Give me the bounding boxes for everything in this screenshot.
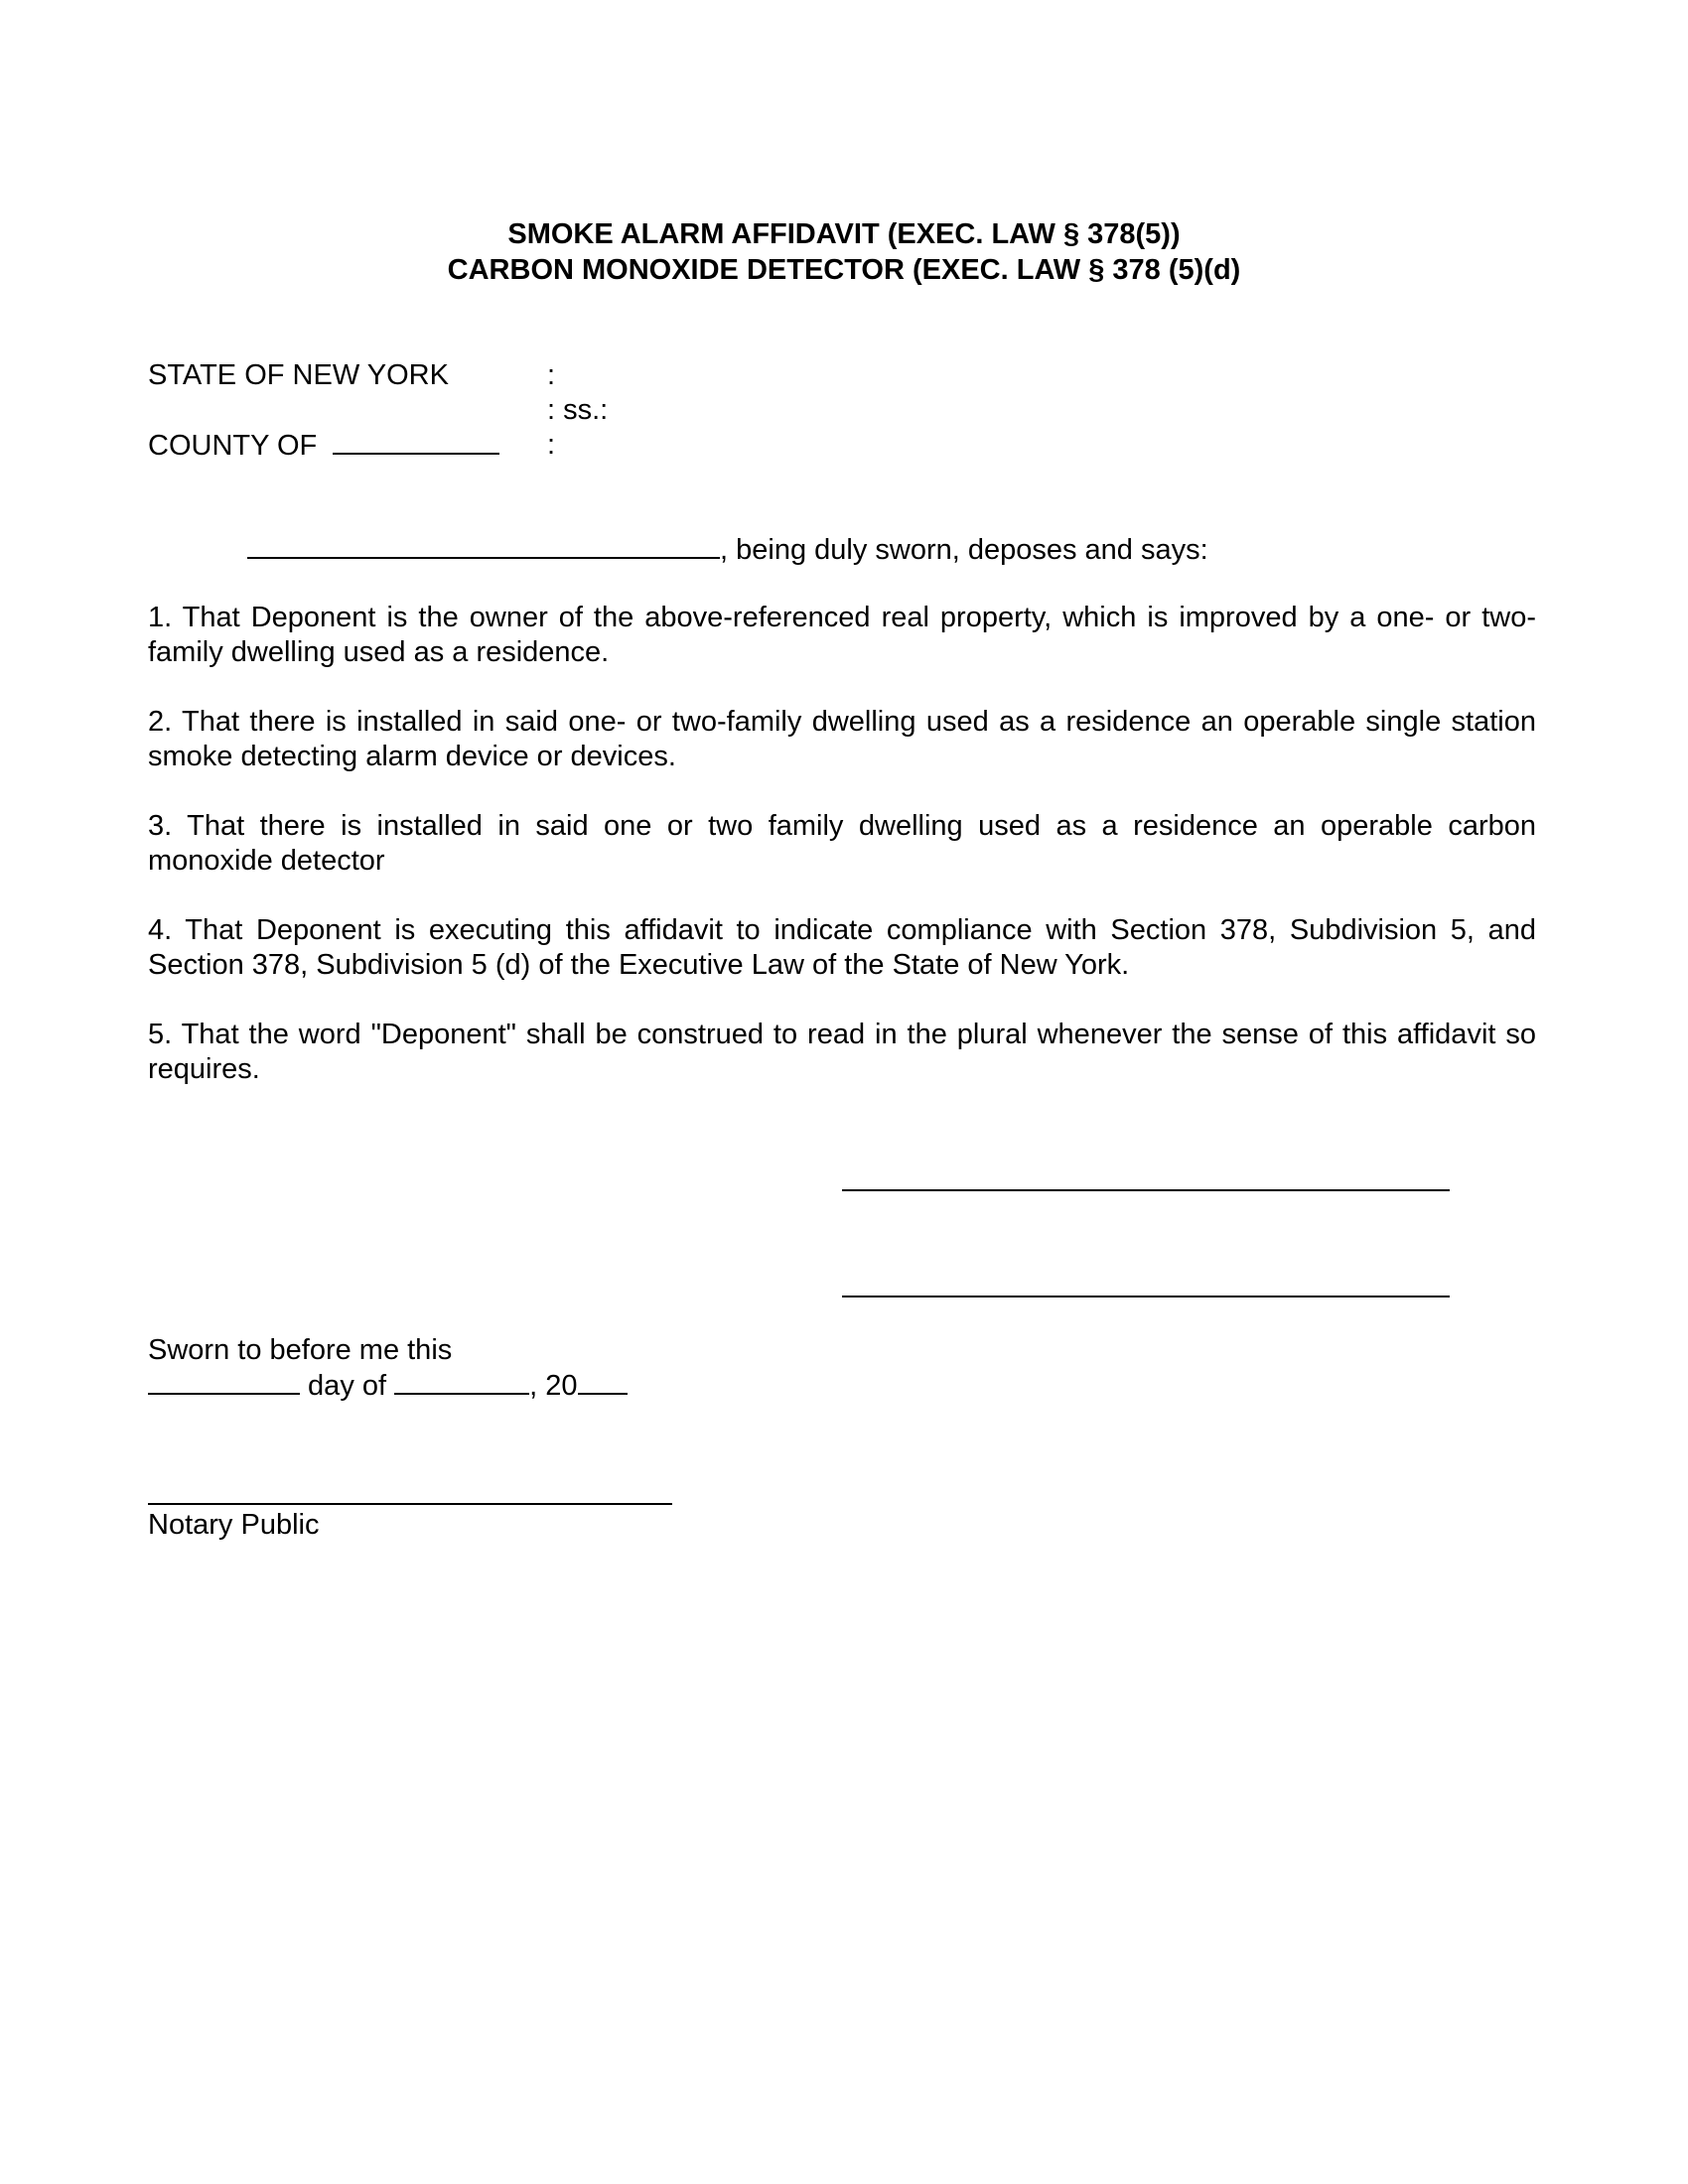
day-of-text: day of bbox=[300, 1370, 395, 1402]
paragraph-1: 1. That Deponent is the owner of the above-referenced real property, which is improved by a one- or two-family dwelling used as a residence. bbox=[148, 602, 1536, 668]
signature-line-1[interactable] bbox=[842, 1189, 1450, 1191]
sworn-text: Sworn to before me this bbox=[148, 1334, 453, 1366]
paragraph-3: 3. That there is installed in said one or two family dwelling used as a residence an operable carbon monoxide detector bbox=[148, 810, 1536, 877]
title-line-1: SMOKE ALARM AFFIDAVIT (EXEC. LAW § 378(5)) bbox=[507, 218, 1181, 250]
venue-colon-2: : bbox=[547, 429, 556, 461]
paragraph-2: 2. That there is installed in said one- or two-family dwelling used as a residence an operable single station smoke detecting alarm device or devices. bbox=[148, 706, 1536, 772]
notary-signature-line[interactable] bbox=[148, 1503, 672, 1505]
month-blank[interactable] bbox=[394, 1367, 529, 1395]
notary-public-label: Notary Public bbox=[148, 1509, 320, 1541]
venue-county bbox=[148, 427, 499, 464]
title-line-2: CARBON MONOXIDE DETECTOR (EXEC. LAW § 378 (5)(d) bbox=[447, 254, 1241, 286]
paragraph-5: 5. That the word "Deponent" shall be construed to read in the plural whenever the sense of this affidavit so requires. bbox=[148, 1019, 1536, 1085]
county-blank[interactable] bbox=[333, 427, 499, 455]
deponent-name-blank[interactable] bbox=[247, 531, 720, 559]
intro-text: , being duly sworn, deposes and says: bbox=[720, 534, 1208, 566]
venue-county-label: COUNTY OF bbox=[148, 430, 318, 462]
year-prefix-text: , 20 bbox=[529, 1370, 578, 1402]
jurat-date bbox=[148, 1367, 628, 1404]
venue-colon-1: : bbox=[547, 359, 556, 391]
venue-state: STATE OF NEW YORK bbox=[148, 359, 449, 391]
paragraph-4: 4. That Deponent is executing this affidavit to indicate compliance with Section 378, Subdivision 5, and Section 378, Subdivision 5 (d) of the Executive Law of the State of New York. bbox=[148, 914, 1536, 981]
venue-ss: : ss.: bbox=[547, 394, 609, 426]
year-blank[interactable] bbox=[578, 1367, 628, 1395]
document-title bbox=[0, 216, 1688, 288]
deponent-intro bbox=[247, 531, 1208, 568]
signature-line-2[interactable] bbox=[842, 1296, 1450, 1297]
day-blank[interactable] bbox=[148, 1367, 300, 1395]
